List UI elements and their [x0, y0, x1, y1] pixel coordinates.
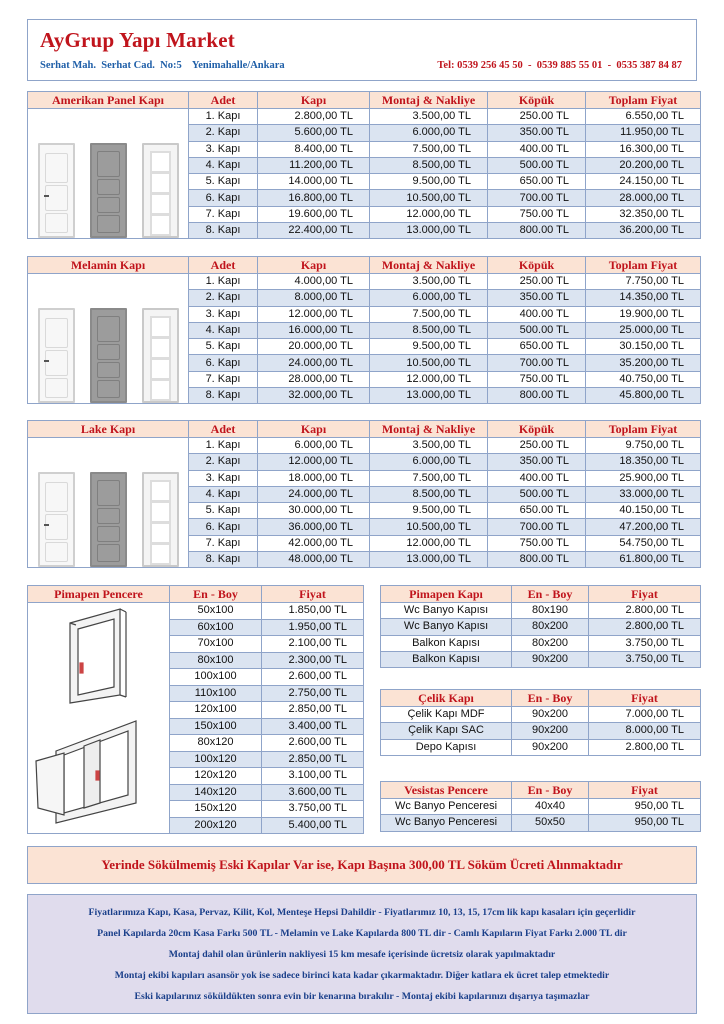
table-cell: 3. Kapı [189, 470, 258, 486]
column-header: En - Boy [512, 586, 589, 603]
table-cell: 16.000,00 TL [258, 322, 370, 338]
table-cell: 7. Kapı [189, 371, 258, 387]
product-type-title: Vesistas Pencere [381, 782, 512, 799]
table-cell: 12.000,00 TL [370, 371, 488, 387]
table-cell: 3.100,00 TL [262, 768, 364, 785]
removal-fee-banner: Yerinde Sökülmemiş Eski Kapılar Var ise, Kapı Başına 300,00 TL Söküm Ücreti Alınmaktadır [27, 846, 697, 884]
table-cell: 7.500,00 TL [370, 470, 488, 486]
table-cell: 3. Kapı [189, 306, 258, 322]
table-cell: 500.00 TL [488, 322, 586, 338]
table-cell: 6. Kapı [189, 355, 258, 371]
table-cell: 5.400,00 TL [262, 817, 364, 834]
table-cell: 9.750,00 TL [586, 438, 701, 454]
table-cell: 650.00 TL [488, 339, 586, 355]
table-cell: 3.500,00 TL [370, 109, 488, 125]
table-cell: 5. Kapı [189, 503, 258, 519]
table-cell: 4. Kapı [189, 486, 258, 502]
table-cell: 350.00 TL [488, 454, 586, 470]
table-cell: 650.00 TL [488, 503, 586, 519]
table-cell: 80x200 [512, 619, 589, 635]
table-cell: 19.600,00 TL [258, 206, 370, 222]
column-header: Fiyat [589, 782, 701, 799]
table-cell: 700.00 TL [488, 190, 586, 206]
table-cell: 6. Kapı [189, 190, 258, 206]
column-header: Kapı [258, 421, 370, 438]
table-cell: 400.00 TL [488, 306, 586, 322]
table-cell: 110x100 [170, 685, 262, 702]
door-table [27, 256, 701, 404]
door-type-title: Lake Kapı [28, 421, 189, 438]
table-row [381, 651, 701, 667]
column-header: Toplam Fiyat [586, 92, 701, 109]
table-cell: 8. Kapı [189, 388, 258, 404]
table-cell: 2.800,00 TL [258, 109, 370, 125]
table-cell: 950,00 TL [589, 799, 701, 815]
table-cell: 2.800,00 TL [589, 739, 701, 755]
table-cell: Depo Kapısı [381, 739, 512, 755]
table-cell: 50x100 [170, 603, 262, 620]
column-header: Köpük [488, 257, 586, 274]
note-line: Montaj ekibi kapıları asansör yok ise sadece birinci kata kadar çıkarmaktadır. Diğer katlara ek ücret talep etmektedir [114, 970, 610, 981]
small-price-table [380, 585, 701, 668]
table-cell: 750.00 TL [488, 535, 586, 551]
table-cell: 150x100 [170, 718, 262, 735]
window-icon [28, 603, 168, 828]
table-cell: 8.500,00 TL [370, 486, 488, 502]
table-cell: 2.850,00 TL [262, 751, 364, 768]
table-cell: 33.000,00 TL [586, 486, 701, 502]
column-header: Montaj & Nakliye [370, 257, 488, 274]
store-address: Serhat Mah. Serhat Cad. No:5 Yenimahalle/Ankara [40, 60, 285, 71]
table-cell: 50x50 [512, 815, 589, 831]
table-cell: 700.00 TL [488, 519, 586, 535]
table-cell: 36.200,00 TL [586, 223, 701, 239]
table-cell: 70x100 [170, 636, 262, 653]
column-header: Fiyat [589, 586, 701, 603]
table-cell: 7. Kapı [189, 535, 258, 551]
table-cell: 13.000,00 TL [370, 552, 488, 568]
table-cell: 30.000,00 TL [258, 503, 370, 519]
table-cell: 4. Kapı [189, 322, 258, 338]
table-row [381, 799, 701, 815]
table-cell: 9.500,00 TL [370, 339, 488, 355]
table-cell: 42.000,00 TL [258, 535, 370, 551]
table-cell: 500.00 TL [488, 486, 586, 502]
table-cell: 90x200 [512, 723, 589, 739]
table-cell: 2.800,00 TL [589, 619, 701, 635]
table-cell: 3.600,00 TL [262, 784, 364, 801]
store-title: AyGrup Yapı Market [40, 28, 235, 52]
table-cell: 80x200 [512, 635, 589, 651]
table-cell: 12.000,00 TL [370, 206, 488, 222]
table-cell: 8.500,00 TL [370, 322, 488, 338]
table-cell: 9.500,00 TL [370, 174, 488, 190]
column-header: Montaj & Nakliye [370, 421, 488, 438]
table-cell: 80x190 [512, 603, 589, 619]
glass-door-icon [142, 143, 179, 238]
door-images [28, 109, 188, 238]
column-header: En - Boy [170, 586, 262, 603]
table-cell: 6.550,00 TL [586, 109, 701, 125]
table-header-row [381, 690, 701, 707]
table-cell: 250.00 TL [488, 438, 586, 454]
table-cell: 28.000,00 TL [586, 190, 701, 206]
column-header: Fiyat [589, 690, 701, 707]
gray-door-icon [90, 143, 127, 238]
table-row [381, 723, 701, 739]
table-cell: 90x200 [512, 651, 589, 667]
table-header-row [381, 782, 701, 799]
table-cell: 6.000,00 TL [370, 125, 488, 141]
column-header: Köpük [488, 92, 586, 109]
note-line: Eski kapılarınız söküldükten sonra evin bir kenarına bırakılır - Montaj ekibi kapılarınızı dışarıya taşımazlar [134, 991, 590, 1002]
table-cell: 140x120 [170, 784, 262, 801]
table-header-row [28, 92, 701, 109]
table-cell: 24.000,00 TL [258, 486, 370, 502]
table-cell: 20.000,00 TL [258, 339, 370, 355]
table-cell: Balkon Kapısı [381, 635, 512, 651]
table-cell: 3.750,00 TL [589, 635, 701, 651]
table-cell: 6. Kapı [189, 519, 258, 535]
table-header-row [28, 421, 701, 438]
table-cell: 800.00 TL [488, 388, 586, 404]
table-cell: 28.000,00 TL [258, 371, 370, 387]
table-cell: 90x200 [512, 739, 589, 755]
table-cell: 1. Kapı [189, 438, 258, 454]
table-cell: 100x120 [170, 751, 262, 768]
table-cell: 25.900,00 TL [586, 470, 701, 486]
column-header: Toplam Fiyat [586, 257, 701, 274]
table-cell: 14.000,00 TL [258, 174, 370, 190]
table-cell: 1. Kapı [189, 274, 258, 290]
table-row [28, 109, 701, 125]
table-cell: 40.750,00 TL [586, 371, 701, 387]
table-cell: 8.400,00 TL [258, 141, 370, 157]
window-image-cell [28, 603, 170, 834]
table-row [381, 739, 701, 755]
table-cell: 18.350,00 TL [586, 454, 701, 470]
table-cell: 3. Kapı [189, 141, 258, 157]
table-row [28, 438, 701, 454]
column-header: Kapı [258, 257, 370, 274]
table-cell: 7.500,00 TL [370, 141, 488, 157]
table-cell: 3.400,00 TL [262, 718, 364, 735]
table-cell: 7.000,00 TL [589, 707, 701, 723]
price-notes [27, 894, 697, 1014]
note-line: Fiyatlarımıza Kapı, Kasa, Pervaz, Kilit, Kol, Menteşe Hepsi Dahildir - Fiyatlarımız 10, 13, 15, 17cm lik kapı kasaları için geçerlidir [88, 907, 636, 918]
product-type-title: Çelik Kapı [381, 690, 512, 707]
table-cell: 100x100 [170, 669, 262, 686]
door-type-title: Amerikan Panel Kapı [28, 92, 189, 109]
table-cell: 350.00 TL [488, 290, 586, 306]
store-phones: Tel: 0539 256 45 50 - 0539 885 55 01 - 0535 387 84 87 [437, 60, 682, 71]
table-cell: 80x100 [170, 652, 262, 669]
table-cell: 6.000,00 TL [370, 290, 488, 306]
table-cell: Wc Banyo Kapısı [381, 619, 512, 635]
table-cell: 2. Kapı [189, 454, 258, 470]
table-cell: 16.800,00 TL [258, 190, 370, 206]
table-cell: 5. Kapı [189, 339, 258, 355]
table-cell: 8.500,00 TL [370, 157, 488, 173]
door-image-cell [28, 274, 189, 404]
door-image-cell [28, 438, 189, 568]
table-cell: 13.000,00 TL [370, 223, 488, 239]
table-cell: Çelik Kapı SAC [381, 723, 512, 739]
column-header: En - Boy [512, 690, 589, 707]
table-cell: 11.950,00 TL [586, 125, 701, 141]
white-door-icon [38, 472, 75, 567]
table-row [28, 603, 364, 620]
column-header: Adet [189, 257, 258, 274]
table-row [381, 635, 701, 651]
table-header-row [381, 586, 701, 603]
table-cell: 12.000,00 TL [370, 535, 488, 551]
table-cell: 750.00 TL [488, 206, 586, 222]
column-header: Adet [189, 92, 258, 109]
table-cell: 11.200,00 TL [258, 157, 370, 173]
table-cell: 1.950,00 TL [262, 619, 364, 636]
table-cell: 8. Kapı [189, 552, 258, 568]
table-cell: 8.000,00 TL [589, 723, 701, 739]
glass-door-icon [142, 308, 179, 403]
table-cell: 3.750,00 TL [589, 651, 701, 667]
table-row [381, 603, 701, 619]
column-header: Fiyat [262, 586, 364, 603]
table-cell: 5. Kapı [189, 174, 258, 190]
column-header: Montaj & Nakliye [370, 92, 488, 109]
table-cell: 350.00 TL [488, 125, 586, 141]
product-type-title: Pimapen Kapı [381, 586, 512, 603]
small-price-table [380, 781, 701, 832]
table-cell: 7.500,00 TL [370, 306, 488, 322]
table-cell: Wc Banyo Kapısı [381, 603, 512, 619]
table-cell: 9.500,00 TL [370, 503, 488, 519]
table-cell: 30.150,00 TL [586, 339, 701, 355]
table-cell: 2. Kapı [189, 125, 258, 141]
table-cell: 4.000,00 TL [258, 274, 370, 290]
table-cell: 120x100 [170, 702, 262, 719]
table-cell: 14.350,00 TL [586, 290, 701, 306]
table-cell: 750.00 TL [488, 371, 586, 387]
table-cell: 36.000,00 TL [258, 519, 370, 535]
table-cell: 32.000,00 TL [258, 388, 370, 404]
table-cell: 32.350,00 TL [586, 206, 701, 222]
column-header: Kapı [258, 92, 370, 109]
table-cell: 12.000,00 TL [258, 454, 370, 470]
door-images [28, 274, 188, 403]
glass-door-icon [142, 472, 179, 567]
table-cell: 500.00 TL [488, 157, 586, 173]
note-line: Montaj dahil olan ürünlerin nakliyesi 15 km mesafe içerisinde ücretsiz olarak yapılmaktadır [168, 949, 556, 960]
table-cell: 2.100,00 TL [262, 636, 364, 653]
table-cell: 2.850,00 TL [262, 702, 364, 719]
table-cell: 40.150,00 TL [586, 503, 701, 519]
table-cell: 24.150,00 TL [586, 174, 701, 190]
table-cell: 120x120 [170, 768, 262, 785]
table-cell: 16.300,00 TL [586, 141, 701, 157]
table-cell: 1. Kapı [189, 109, 258, 125]
table-cell: 6.000,00 TL [370, 454, 488, 470]
table-cell: 40x40 [512, 799, 589, 815]
column-header: Toplam Fiyat [586, 421, 701, 438]
table-cell: 150x120 [170, 801, 262, 818]
table-cell: 13.000,00 TL [370, 388, 488, 404]
table-cell: 950,00 TL [589, 815, 701, 831]
table-cell: 10.500,00 TL [370, 519, 488, 535]
table-cell: 35.200,00 TL [586, 355, 701, 371]
table-cell: 10.500,00 TL [370, 190, 488, 206]
small-price-table [380, 689, 701, 756]
table-cell: 22.400,00 TL [258, 223, 370, 239]
table-cell: 8.000,00 TL [258, 290, 370, 306]
table-cell: 2.800,00 TL [589, 603, 701, 619]
table-cell: 12.000,00 TL [258, 306, 370, 322]
gray-door-icon [90, 472, 127, 567]
table-row [381, 619, 701, 635]
table-cell: 2.600,00 TL [262, 669, 364, 686]
table-cell: 3.500,00 TL [370, 438, 488, 454]
table-cell: 800.00 TL [488, 223, 586, 239]
table-row [381, 707, 701, 723]
table-cell: 400.00 TL [488, 141, 586, 157]
column-header: En - Boy [512, 782, 589, 799]
table-cell: 61.800,00 TL [586, 552, 701, 568]
table-cell: 54.750,00 TL [586, 535, 701, 551]
door-images [28, 438, 188, 567]
table-cell: 2.750,00 TL [262, 685, 364, 702]
table-cell: 3.750,00 TL [262, 801, 364, 818]
table-row [28, 274, 701, 290]
table-cell: Çelik Kapı MDF [381, 707, 512, 723]
table-cell: 18.000,00 TL [258, 470, 370, 486]
door-table [27, 420, 701, 568]
white-door-icon [38, 143, 75, 238]
table-cell: 250.00 TL [488, 274, 586, 290]
table-cell: 700.00 TL [488, 355, 586, 371]
table-cell: 24.000,00 TL [258, 355, 370, 371]
table-cell: 250.00 TL [488, 109, 586, 125]
column-header: Adet [189, 421, 258, 438]
white-door-icon [38, 308, 75, 403]
table-cell: 25.000,00 TL [586, 322, 701, 338]
column-header: Köpük [488, 421, 586, 438]
table-cell: Wc Banyo Penceresi [381, 799, 512, 815]
table-cell: 650.00 TL [488, 174, 586, 190]
table-cell: Balkon Kapısı [381, 651, 512, 667]
table-cell: 60x100 [170, 619, 262, 636]
table-header-row [28, 257, 701, 274]
window-table [27, 585, 364, 834]
table-cell: 7.750,00 TL [586, 274, 701, 290]
table-cell: 200x120 [170, 817, 262, 834]
door-type-title: Melamin Kapı [28, 257, 189, 274]
table-cell: 400.00 TL [488, 470, 586, 486]
table-row [381, 815, 701, 831]
table-cell: Wc Banyo Penceresi [381, 815, 512, 831]
store-header [27, 19, 697, 81]
table-cell: 2.300,00 TL [262, 652, 364, 669]
table-cell: 7. Kapı [189, 206, 258, 222]
table-cell: 48.000,00 TL [258, 552, 370, 568]
table-cell: 5.600,00 TL [258, 125, 370, 141]
gray-door-icon [90, 308, 127, 403]
table-header-row [28, 586, 364, 603]
table-cell: 8. Kapı [189, 223, 258, 239]
table-cell: 80x120 [170, 735, 262, 752]
table-cell: 2. Kapı [189, 290, 258, 306]
note-line: Panel Kapılarda 20cm Kasa Farkı 500 TL - Melamin ve Lake Kapılarda 800 TL dir - Camlı Kapıların Fiyat Farkı 2.000 TL dir [97, 928, 627, 939]
table-cell: 47.200,00 TL [586, 519, 701, 535]
table-cell: 6.000,00 TL [258, 438, 370, 454]
window-type-title: Pimapen Pencere [28, 586, 170, 603]
table-cell: 4. Kapı [189, 157, 258, 173]
table-cell: 10.500,00 TL [370, 355, 488, 371]
door-image-cell [28, 109, 189, 239]
table-cell: 1.850,00 TL [262, 603, 364, 620]
table-cell: 90x200 [512, 707, 589, 723]
table-cell: 2.600,00 TL [262, 735, 364, 752]
table-cell: 45.800,00 TL [586, 388, 701, 404]
table-cell: 3.500,00 TL [370, 274, 488, 290]
table-cell: 19.900,00 TL [586, 306, 701, 322]
table-cell: 800.00 TL [488, 552, 586, 568]
table-cell: 20.200,00 TL [586, 157, 701, 173]
door-table [27, 91, 701, 239]
